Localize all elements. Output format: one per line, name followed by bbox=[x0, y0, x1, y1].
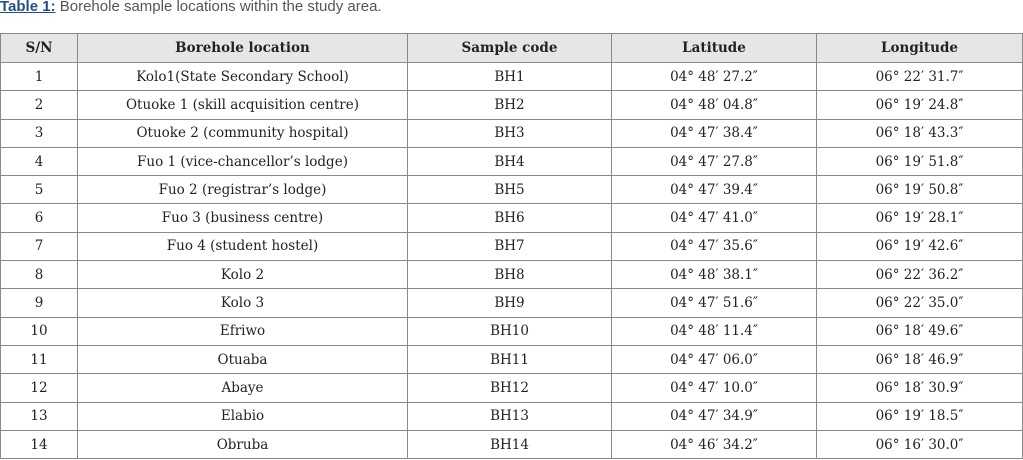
cell-latitude: 04° 47′ 39.4″ bbox=[612, 176, 817, 204]
header-latitude: Latitude bbox=[612, 34, 817, 63]
cell-borehole-location: Fuo 1 (vice-chancellor’s lodge) bbox=[78, 147, 408, 175]
table-row bbox=[1, 261, 1023, 289]
cell-sample-code: BH10 bbox=[408, 317, 612, 345]
cell-sn: 11 bbox=[1, 345, 78, 373]
cell-longitude: 06° 19′ 28.1″ bbox=[817, 204, 1023, 232]
table-row bbox=[1, 289, 1023, 317]
cell-sn: 3 bbox=[1, 119, 78, 147]
cell-sample-code: BH9 bbox=[408, 289, 612, 317]
cell-sn: 12 bbox=[1, 374, 78, 402]
cell-sn: 2 bbox=[1, 91, 78, 119]
cell-sn: 6 bbox=[1, 204, 78, 232]
table-row bbox=[1, 345, 1023, 373]
cell-borehole-location: Otuoke 1 (skill acquisition centre) bbox=[78, 91, 408, 119]
cell-borehole-location: Otuoke 2 (community hospital) bbox=[78, 119, 408, 147]
cell-latitude: 04° 48′ 27.2″ bbox=[612, 63, 817, 91]
cell-borehole-location: Efriwo bbox=[78, 317, 408, 345]
cell-longitude: 06° 18′ 30.9″ bbox=[817, 374, 1023, 402]
cell-sn: 1 bbox=[1, 63, 78, 91]
cell-sample-code: BH6 bbox=[408, 204, 612, 232]
table-row bbox=[1, 430, 1023, 458]
cell-latitude: 04° 48′ 04.8″ bbox=[612, 91, 817, 119]
header-borehole-location: Borehole location bbox=[78, 34, 408, 63]
borehole-table bbox=[0, 33, 1023, 459]
table-row bbox=[1, 204, 1023, 232]
cell-latitude: 04° 46′ 34.2″ bbox=[612, 430, 817, 458]
cell-longitude: 06° 19′ 51.8″ bbox=[817, 147, 1023, 175]
cell-longitude: 06° 18′ 49.6″ bbox=[817, 317, 1023, 345]
cell-latitude: 04° 47′ 41.0″ bbox=[612, 204, 817, 232]
cell-latitude: 04° 47′ 34.9″ bbox=[612, 402, 817, 430]
cell-latitude: 04° 47′ 10.0″ bbox=[612, 374, 817, 402]
cell-borehole-location: Fuo 4 (student hostel) bbox=[78, 232, 408, 260]
cell-sn: 4 bbox=[1, 147, 78, 175]
table-row bbox=[1, 317, 1023, 345]
table-row bbox=[1, 147, 1023, 175]
table-row bbox=[1, 119, 1023, 147]
cell-sn: 10 bbox=[1, 317, 78, 345]
cell-sample-code: BH11 bbox=[408, 345, 612, 373]
cell-longitude: 06° 16′ 30.0″ bbox=[817, 430, 1023, 458]
cell-borehole-location: Obruba bbox=[78, 430, 408, 458]
cell-latitude: 04° 47′ 27.8″ bbox=[612, 147, 817, 175]
cell-sn: 5 bbox=[1, 176, 78, 204]
header-row bbox=[1, 34, 1023, 63]
cell-sample-code: BH5 bbox=[408, 176, 612, 204]
cell-latitude: 04° 47′ 51.6″ bbox=[612, 289, 817, 317]
cell-borehole-location: Fuo 2 (registrar’s lodge) bbox=[78, 176, 408, 204]
cell-sample-code: BH8 bbox=[408, 261, 612, 289]
cell-sample-code: BH12 bbox=[408, 374, 612, 402]
cell-sample-code: BH14 bbox=[408, 430, 612, 458]
cell-borehole-location: Elabio bbox=[78, 402, 408, 430]
table-row bbox=[1, 176, 1023, 204]
cell-longitude: 06° 19′ 42.6″ bbox=[817, 232, 1023, 260]
cell-longitude: 06° 19′ 18.5″ bbox=[817, 402, 1023, 430]
cell-latitude: 04° 48′ 38.1″ bbox=[612, 261, 817, 289]
cell-sn: 13 bbox=[1, 402, 78, 430]
cell-sample-code: BH3 bbox=[408, 119, 612, 147]
cell-sn: 14 bbox=[1, 430, 78, 458]
table-caption-text: Borehole sample locations within the study area. bbox=[55, 0, 382, 15]
cell-sample-code: BH1 bbox=[408, 63, 612, 91]
header-sn: S/N bbox=[1, 34, 78, 63]
cell-sample-code: BH7 bbox=[408, 232, 612, 260]
table-body bbox=[1, 63, 1023, 459]
cell-borehole-location: Kolo 2 bbox=[78, 261, 408, 289]
cell-sample-code: BH2 bbox=[408, 91, 612, 119]
cell-borehole-location: Kolo1(State Secondary School) bbox=[78, 63, 408, 91]
header-sample-code: Sample code bbox=[408, 34, 612, 63]
cell-latitude: 04° 47′ 35.6″ bbox=[612, 232, 817, 260]
cell-sn: 7 bbox=[1, 232, 78, 260]
header-longitude: Longitude bbox=[817, 34, 1023, 63]
cell-sample-code: BH13 bbox=[408, 402, 612, 430]
table-caption bbox=[0, 0, 382, 18]
table-row bbox=[1, 91, 1023, 119]
table-header bbox=[1, 34, 1023, 63]
table-row bbox=[1, 374, 1023, 402]
table-row bbox=[1, 402, 1023, 430]
cell-longitude: 06° 18′ 46.9″ bbox=[817, 345, 1023, 373]
cell-borehole-location: Fuo 3 (business centre) bbox=[78, 204, 408, 232]
cell-sn: 9 bbox=[1, 289, 78, 317]
table-row bbox=[1, 232, 1023, 260]
cell-latitude: 04° 47′ 38.4″ bbox=[612, 119, 817, 147]
cell-longitude: 06° 19′ 50.8″ bbox=[817, 176, 1023, 204]
cell-longitude: 06° 22′ 31.7″ bbox=[817, 63, 1023, 91]
table-caption-label[interactable]: Table 1: bbox=[0, 0, 56, 15]
cell-longitude: 06° 18′ 43.3″ bbox=[817, 119, 1023, 147]
cell-borehole-location: Otuaba bbox=[78, 345, 408, 373]
cell-longitude: 06° 19′ 24.8″ bbox=[817, 91, 1023, 119]
cell-sample-code: BH4 bbox=[408, 147, 612, 175]
cell-borehole-location: Kolo 3 bbox=[78, 289, 408, 317]
cell-longitude: 06° 22′ 35.0″ bbox=[817, 289, 1023, 317]
table-row bbox=[1, 63, 1023, 91]
cell-longitude: 06° 22′ 36.2″ bbox=[817, 261, 1023, 289]
cell-latitude: 04° 48′ 11.4″ bbox=[612, 317, 817, 345]
cell-borehole-location: Abaye bbox=[78, 374, 408, 402]
cell-sn: 8 bbox=[1, 261, 78, 289]
cell-latitude: 04° 47′ 06.0″ bbox=[612, 345, 817, 373]
